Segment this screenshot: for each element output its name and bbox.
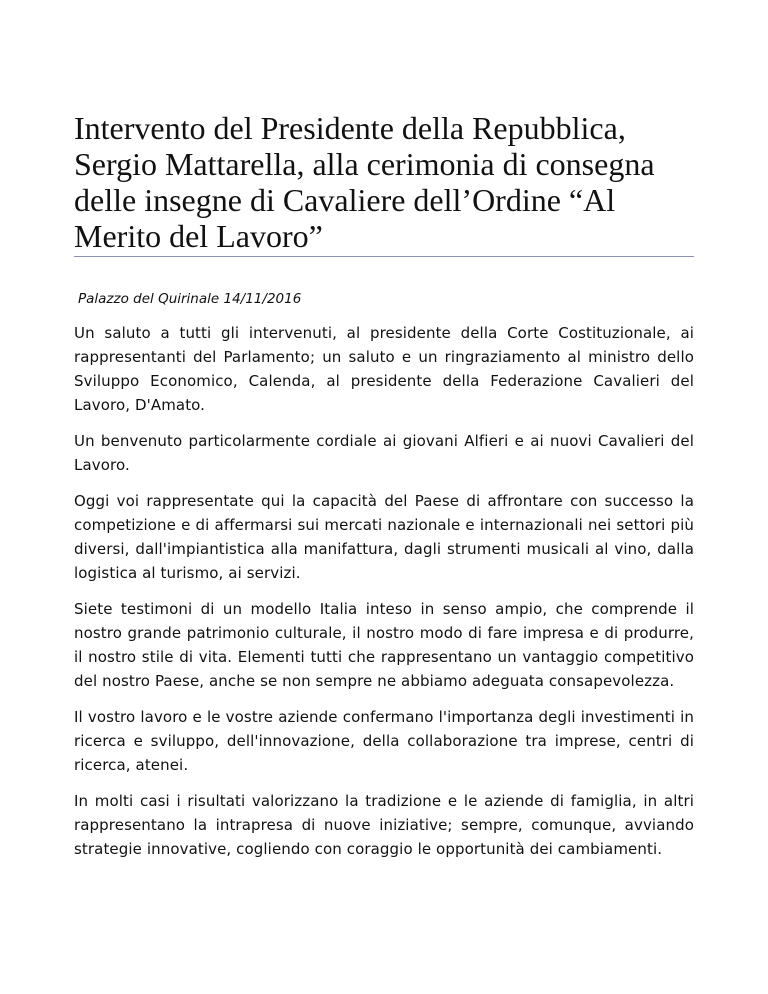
body-paragraph: Il vostro lavoro e le vostre aziende confermano l'importanza degli investimenti in ricerca e sviluppo, dell'innovazione, della collaborazione tra imprese, centri di ricerca, atenei. [74, 708, 694, 774]
location-date: Palazzo del Quirinale 14/11/2016 [78, 291, 302, 307]
body-paragraph: In molti casi i risultati valorizzano la tradizione e le aziende di famiglia, in altri rappresentano la intrapresa di nuove iniziative; sempre, comunque, avviando strategie innovative, cogliendo con coraggio le opportunità dei cambiamenti. [74, 792, 694, 858]
body-paragraph: Un saluto a tutti gli intervenuti, al presidente della Corte Costituzionale, ai rappresentanti del Parlamento; un saluto e un ringraziamento al ministro dello Sviluppo Economico, Calenda, al presidente della Federazione Cavalieri del Lavoro, D'Amato. [74, 324, 694, 414]
body-paragraph: Siete testimoni di un modello Italia inteso in senso ampio, che comprende il nostro grande patrimonio culturale, il nostro modo di fare impresa e di produrre, il nostro stile di vita. Elementi tutti che rappresentano un vantaggio competitivo del nostro Paese, anche se non sempre ne abbiamo adeguata consapevolezza. [74, 600, 694, 690]
document-title: Intervento del Presidente della Repubblica, Sergio Mattarella, alla cerimonia di consegna delle insegne di Cavaliere dell’Ordine “Al Merito del Lavoro” [74, 0, 694, 257]
body-paragraph: Oggi voi rappresentate qui la capacità del Paese di affrontare con successo la competizione e di affermarsi sui mercati nazionale e internazionali nei settori più diversi, dall'impiantistica alla manifattura, dagli strumenti musicali al vino, dalla logistica al turismo, ai servizi. [74, 492, 694, 582]
document-page [74, 0, 694, 861]
body-paragraph: Un benvenuto particolarmente cordiale ai giovani Alfieri e ai nuovi Cavalieri del Lavoro. [74, 432, 694, 474]
